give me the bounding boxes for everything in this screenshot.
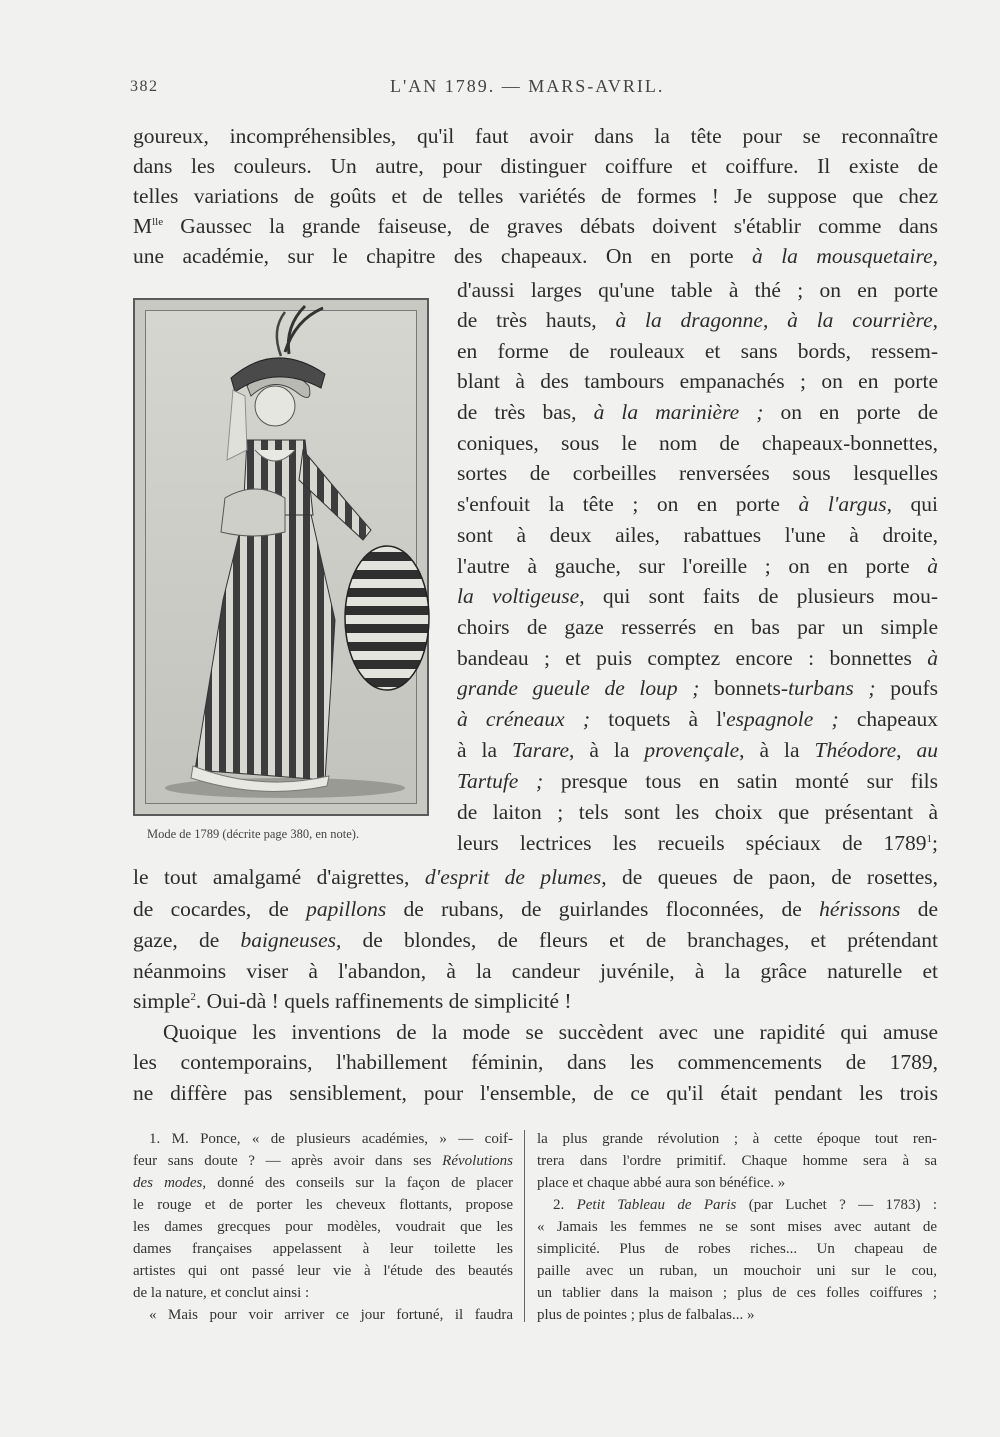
body-line: à la Tarare, à la provençale, à la Théodore, au xyxy=(457,738,939,762)
body-line: le tout amalgamé d'aigrettes, d'esprit de plumes, de queues de paon, de rosettes, xyxy=(133,865,938,889)
body-line: Tartufe ; presque tous en satin monté sur fils xyxy=(457,769,939,793)
footnote-line: « Mais pour voir arriver ce jour fortuné, il faudra xyxy=(149,1307,513,1323)
footnote-column-divider xyxy=(524,1130,525,1322)
fashion-illustration xyxy=(133,298,429,816)
body-line: dans les couleurs. Un autre, pour distinguer coiffure et coiffure. Il existe de xyxy=(133,154,938,178)
body-line: de cocardes, de papillons de rubans, de guirlandes floconnées, de hérissons de xyxy=(133,897,938,921)
footnote-line: « Jamais les femmes ne se sont mises avec autant de xyxy=(537,1219,937,1235)
footnote-column-left xyxy=(133,1128,513,1326)
body-line: ne diffère pas sensiblement, pour l'ensemble, de ce qu'il était pendant les trois xyxy=(133,1081,938,1105)
body-line: néanmoins viser à l'abandon, à la candeur juvénile, à la grâce naturelle et xyxy=(133,959,938,983)
body-line: coniques, sous le nom de chapeaux-bonnettes, xyxy=(457,431,938,455)
footnote-line: simplicité. Plus de robes riches... Un chapeau de xyxy=(537,1241,937,1257)
body-line: gaze, de baigneuses, de blondes, de fleurs et de branchages, et prétendant xyxy=(133,928,939,952)
body-line: bandeau ; et puis comptez encore : bonnettes à xyxy=(457,646,938,670)
page-number: 382 xyxy=(130,78,159,95)
footnote-line: dames françaises appelassent à leur toilette les xyxy=(133,1241,513,1257)
body-line: sortes de corbeilles renversées sous lesquelles xyxy=(457,461,938,485)
paragraph-start-line: Quoique les inventions de la mode se succèdent avec une rapidité qui amuse xyxy=(163,1020,938,1044)
figure-caption: Mode de 1789 (décrite page 380, en note). xyxy=(147,827,360,841)
footnote-line: plus de pointes ; plus de falbalas... » xyxy=(537,1307,755,1323)
footnote-line: de la nature, et conclut ainsi : xyxy=(133,1285,310,1301)
body-line: en forme de rouleaux et sans bords, ressem- xyxy=(457,339,938,363)
body-line: telles variations de goûts et de telles variétés de formes ! Je suppose que chez xyxy=(133,184,938,208)
footnote-line: place et chaque abbé aura son bénéfice. » xyxy=(537,1175,786,1191)
footnote-column-right xyxy=(537,1128,937,1326)
body-line: à créneaux ; toquets à l'espagnole ; chapeaux xyxy=(457,707,939,731)
footnote-line: feur sans doute ? — après avoir dans ses Révolutions xyxy=(133,1153,513,1169)
footnote-line: les dames grecques pour modèles, voudrait que les xyxy=(133,1219,513,1235)
body-line: l'autre à gauche, sur l'oreille ; on en porte à xyxy=(457,554,938,578)
footnote-line: la plus grande révolution ; à cette époque tout ren- xyxy=(537,1131,937,1147)
body-line: sont à deux ailes, rabattues l'une à droite, xyxy=(457,523,938,547)
body-line: de très bas, à la marinière ; on en porte de xyxy=(457,400,938,424)
body-line: leurs lectrices les recueils spéciaux de 1789$^1$; xyxy=(457,831,938,855)
body-line: les contemporains, l'habillement féminin, dans les commencements de 1789, xyxy=(133,1050,938,1074)
footnote-line: un tablier dans la maison ; plus de ces folles coiffures ; xyxy=(537,1285,937,1301)
body-line: d'aussi larges qu'une table à thé ; on en porte xyxy=(457,278,938,302)
body-line: de laiton ; tels sont les choix que présentant à xyxy=(457,800,938,824)
body-line: blant à des tambours empanachés ; on en porte xyxy=(457,369,938,393)
running-head xyxy=(130,76,940,104)
body-line: la voltigeuse, qui sont faits de plusieurs mou- xyxy=(457,584,939,608)
body-line: choirs de gaze resserrés en bas par un simple xyxy=(457,615,938,639)
woman-in-striped-dress-image xyxy=(135,300,431,818)
footnote-line: trera dans l'ordre primitif. Chaque homme sera à sa xyxy=(537,1153,937,1169)
footnote-line: paille avec un ruban, un mouchoir uni sur le cou, xyxy=(537,1263,937,1279)
footnote-line: 2. Petit Tableau de Paris (par Luchet ? — 1783) : xyxy=(553,1197,937,1213)
body-line: simple$^2$. Oui-dà ! quels raffinements de simplicité ! xyxy=(133,989,572,1013)
footnote-line: 1. M. Ponce, « de plusieurs académies, » — coif- xyxy=(149,1131,513,1147)
footnote-line: artistes qui ont passé leur vie à l'étude des beautés xyxy=(133,1263,513,1279)
footnote-line: le rouge et de porter les cheveux flottants, propose xyxy=(133,1197,513,1213)
body-line: goureux, incompréhensibles, qu'il faut avoir dans la tête pour se reconnaître xyxy=(133,124,938,148)
body-line: $M^{lle}$ Gaussec la grande faiseuse, de graves débats doivent s'établir comme dans xyxy=(133,214,938,238)
body-line: s'enfouit la tête ; on en porte à l'argus, qui xyxy=(457,492,938,516)
body-line: de très hauts, à la dragonne, à la courrière, xyxy=(457,308,938,332)
header-title: L'AN 1789. — MARS-AVRIL. xyxy=(390,76,665,96)
body-line: grande gueule de loup ; bonnets-turbans ; poufs xyxy=(457,676,938,700)
footnote-line: des modes, donné des conseils sur la façon de placer xyxy=(133,1175,513,1191)
body-line: une académie, sur le chapitre des chapeaux. On en porte à la mousquetaire, xyxy=(133,244,938,268)
footnotes xyxy=(133,1128,938,1338)
